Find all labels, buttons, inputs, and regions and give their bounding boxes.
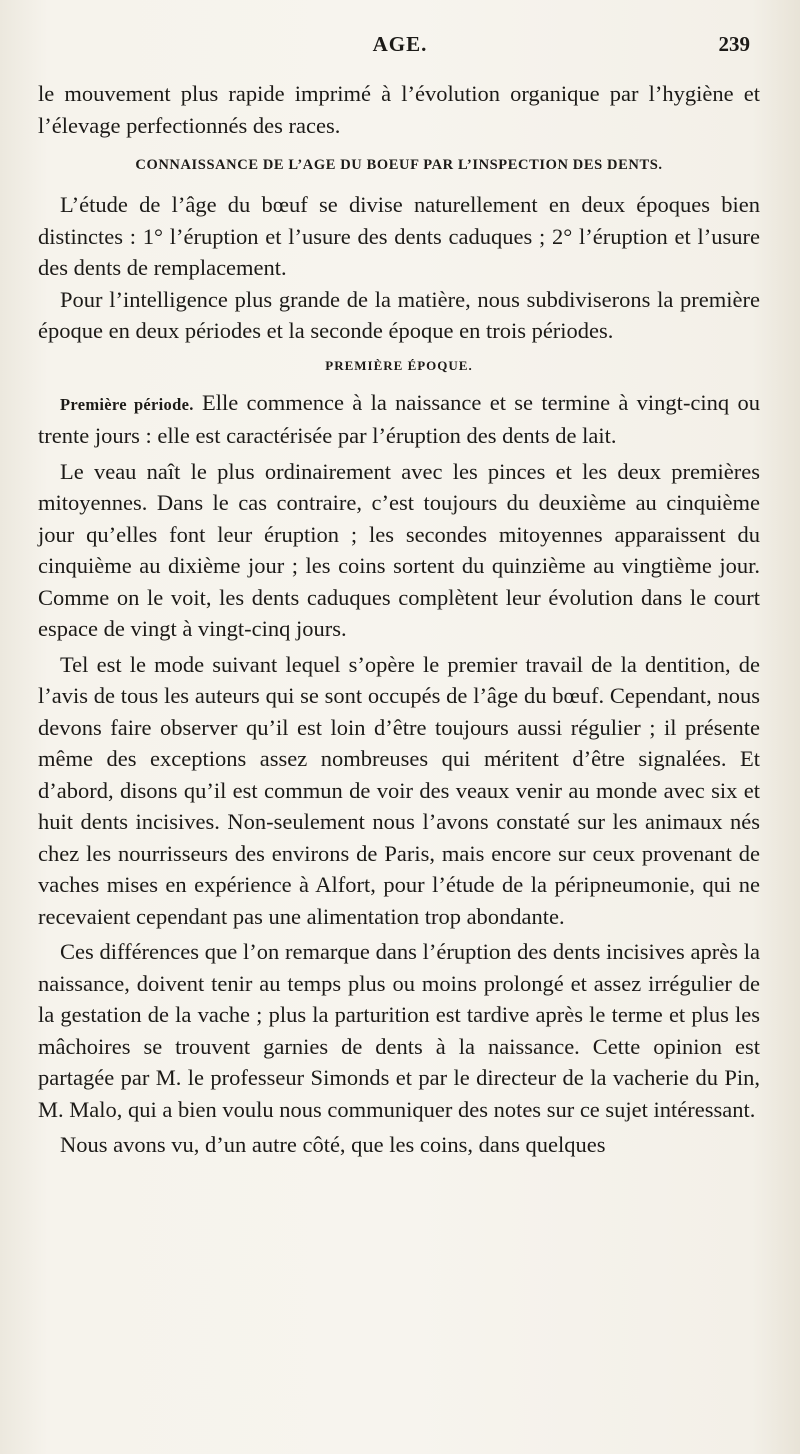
paragraph: Le veau naît le plus ordinairement avec les pinces et les deux premières mitoyennes. Dans le cas contraire, c’est toujours du deuxième au cinquième jour qu’elles font leur éruption ; les secondes mitoyennes apparaissent du cinquième au dixième jour ; les coins sortent du quinzième au vingtième jour. Comme on le voit, les dents caduques complètent leur évolution dans le court espace de vingt à vingt-cinq jours. <box>38 458 760 641</box>
section-heading: CONNAISSANCE DE L’AGE DU BOEUF PAR L’INSPECTION DES DENTS. <box>135 157 663 173</box>
paragraph: Ces différences que l’on remarque dans l’éruption des dents incisives après la naissance, doivent tenir au temps plus ou moins prolongé et assez irrégulier de la gestation de la vache ; plus la parturition est tardive après le terme et plus les mâchoires se trouvent garnies de dents à la naissance. Cette opinion est partagée par M. le professeur Simonds et par le directeur de la vacherie du Pin, M. Malo, qui a bien voulu nous communiquer des notes sur ce sujet intéressant. <box>38 939 760 1122</box>
page-number: 239 <box>718 32 750 56</box>
body-text <box>38 78 760 1161</box>
paragraph-with-run-in <box>38 387 760 452</box>
paragraph: Nous avons vu, d’un autre côté, que les coins, dans quelques <box>60 1132 606 1157</box>
paragraph-continuation: le mouvement plus rapide imprimé à l’évolution organique par l’hygiène et l’élevage perfectionnés des races. <box>38 81 760 138</box>
run-in-heading: Première période. <box>60 394 194 414</box>
sub-heading: PREMIÈRE ÉPOQUE. <box>325 357 473 373</box>
paragraph: Pour l’intelligence plus grande de la matière, nous subdiviserons la première époque en deux périodes et la seconde époque en trois périodes. <box>38 286 760 343</box>
paragraph-text: Elle commence à la naissance et se termine à vingt-cinq ou trente jours : elle est caractérisée par l’éruption des dents de lait. <box>38 389 760 448</box>
page-header <box>0 30 800 66</box>
running-title: AGE. <box>372 32 428 56</box>
paragraph: Tel est le mode suivant lequel s’opère le premier travail de la dentition, de l’avis de tous les auteurs qui se sont occupés de l’âge du bœuf. Cependant, nous devons faire observer qu’il est loin d’être toujours aussi régulier ; il présente même des exceptions assez nombreuses qui méritent d’être signalées. Et d’abord, disons qu’il est commun de voir des veaux venir au monde avec six et huit dents incisives. Non-seulement nous l’avons constaté sur les animaux nés chez les nourrisseurs des environs de Paris, mais encore sur ceux provenant de vaches mises en expérience à Alfort, pour l’étude de la péripneumonie, qui ne recevaient cependant pas une alimentation trop abondante. <box>38 651 760 929</box>
paragraph: L’étude de l’âge du bœuf se divise naturellement en deux époques bien distinctes : 1° l’éruption et l’usure des dents caduques ; 2° l’éruption et l’usure des dents de remplacement. <box>38 192 760 280</box>
